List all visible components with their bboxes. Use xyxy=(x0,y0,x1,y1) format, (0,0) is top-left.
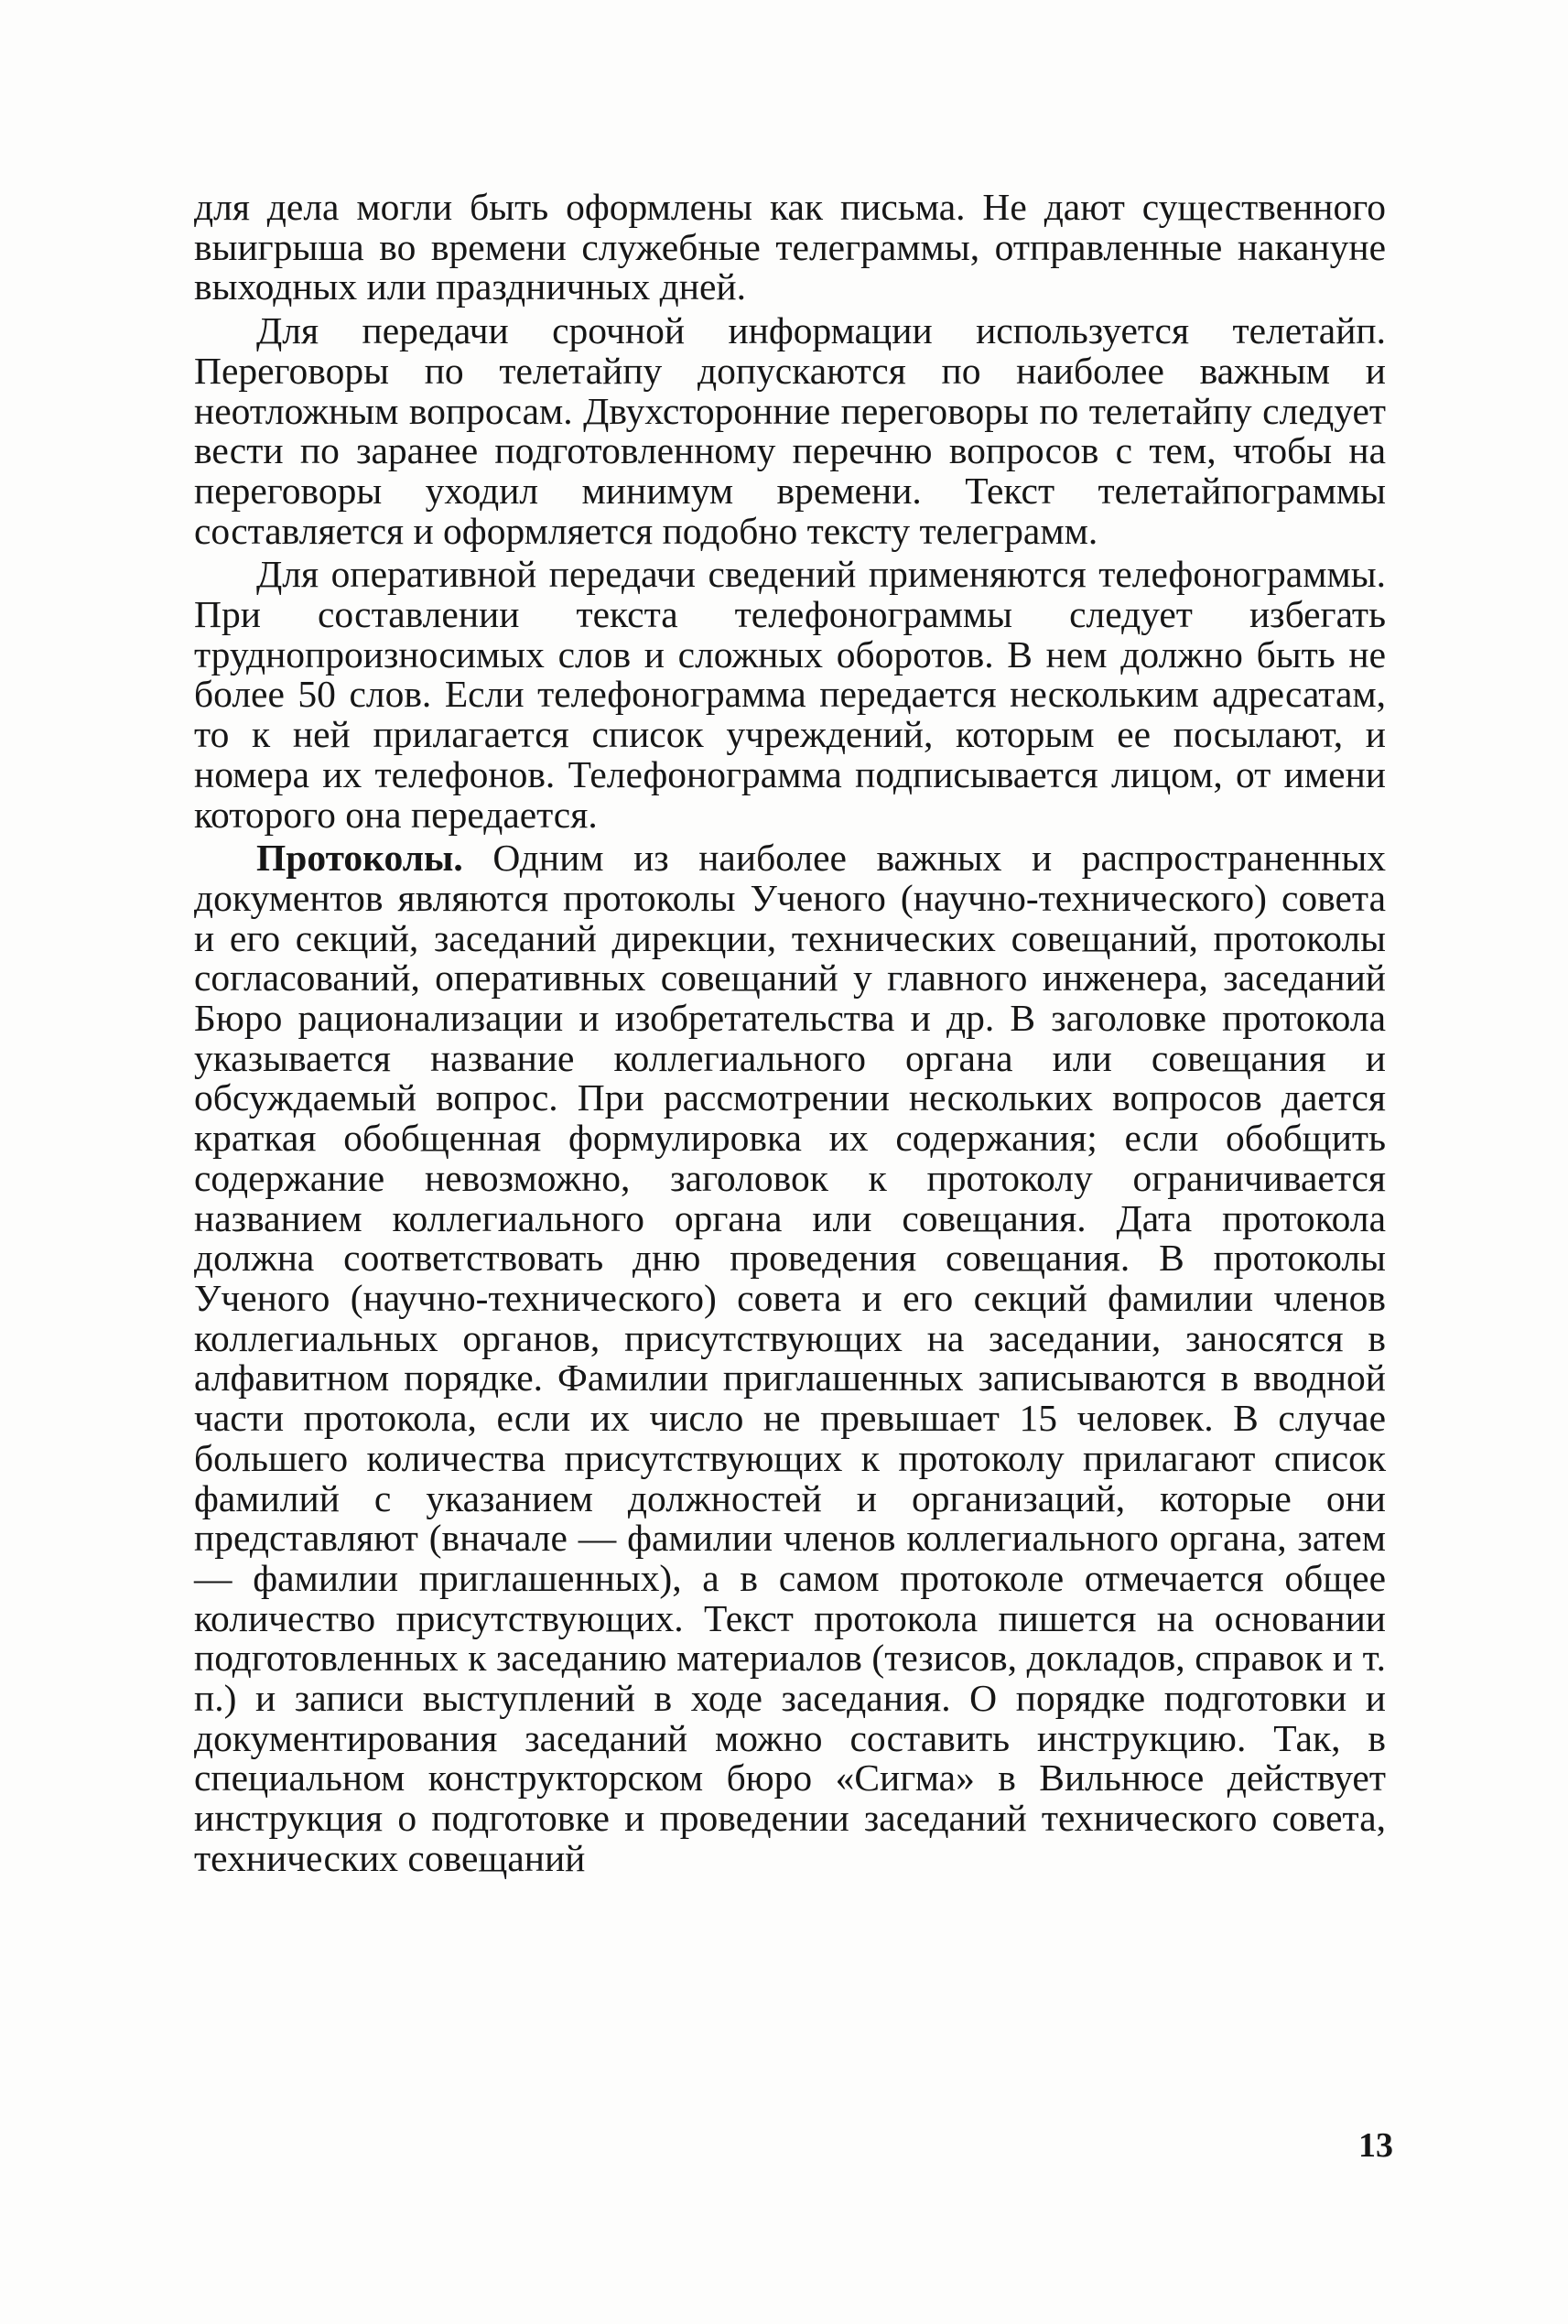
paragraph-telegrams-continued: для дела могли быть оформлены как письма. Не дают существенного выигрыша во времени служебные телеграммы, отправленные накануне выходных или праздничных дней. xyxy=(194,186,1386,308)
paragraph-protocols xyxy=(194,838,1386,1878)
body-text xyxy=(194,188,1386,1879)
paragraph-telephonograms: Для оперативной передачи сведений применяются телефонограммы. При составлении текста телефонограммы следует избегать труднопроизносимых слов и сложных оборотов. В нем должно быть не более 50 слов. Если телефонограмма передается нескольким адресатам, то к ней прилагается список учреждений, которым ее посылают, и номера их телефонов. Телефонограмма подписывается лицом, от имени которого она передается. xyxy=(194,553,1386,836)
section-heading-protocols: Протоколы. xyxy=(256,837,463,880)
paragraph-protocols-body: Одним из наиболее важных и распространенных документов являются протоколы Ученого (научно-технического) совета и его секций, заседаний дирекции, технических совещаний, протоколы согласований, оперативных совещаний у главного инженера, заседаний Бюро рационализации и изобретательства и др. В заголовке протокола указывается название коллегиального органа или совещания и обсуждаемый вопрос. При рассмотрении нескольких вопросов дается краткая обобщенная формулировка их содержания; если обобщить содержание невозможно, заголовок к протоколу ограничивается названием коллегиального органа или совещания. Дата протокола должна соответствовать дню проведения совещания. В протоколы Ученого (научно-технического) совета и его секций фамилии членов коллегиальных органов, присутствующих на заседании, заносятся в алфавитном порядке. Фамилии приглашенных записываются в вводной части протокола, если их число не превышает 15 человек. В случае большего количества присутствующих к протоколу прилагают список фамилий с указанием должностей и организаций, которые они представляют (вначале — фамилии членов коллегиального органа, затем — фамилии приглашенных), а в самом протоколе отмечается общее количество присутствующих. Текст протокола пишется на основании подготовленных к заседанию материалов (тезисов, докладов, справок и т. п.) и записи выступлений в ходе заседания. О порядке подготовки и документирования заседаний можно составить инструкцию. Так, в специальном конструкторском бюро «Сигма» в Вильнюсе действует инструкция о подготовке и проведении заседаний технического совета, технических совещаний xyxy=(194,837,1386,1879)
paragraph-teletype: Для передачи срочной информации используется телетайп. Переговоры по телетайпу допускаются по наиболее важным и неотложным вопросам. Двухсторонние переговоры по телетайпу следует вести по заранее подготовленному перечню вопросов с тем, чтобы на переговоры уходил минимум времени. Текст телетайпограммы составляется и оформляется подобно тексту телеграмм. xyxy=(194,309,1386,552)
page-number: 13 xyxy=(1358,2126,1393,2165)
